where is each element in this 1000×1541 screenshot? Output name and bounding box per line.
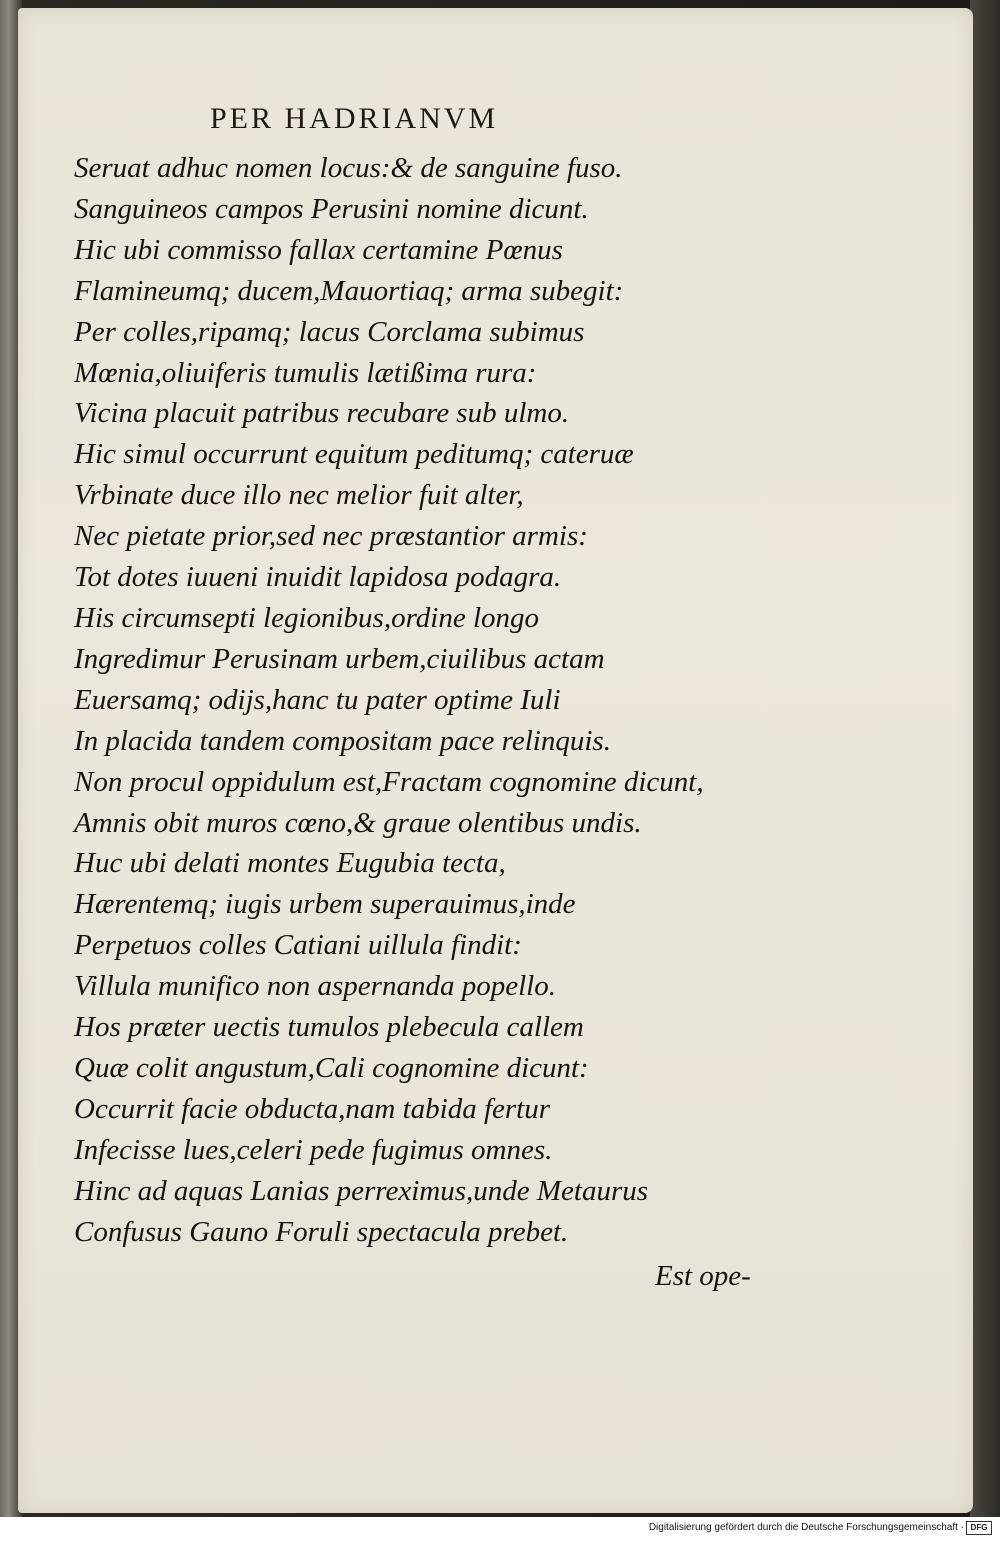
verse-line: Villula munifico non aspernanda popello. (74, 970, 556, 1003)
verse-line: Infecisse lues,celeri pede fugimus omnes. (74, 1133, 553, 1166)
verse-line: Vrbinate duce illo nec melior fuit alter, (74, 479, 524, 512)
verse-line: Confusus Gauno Foruli spectacula prebet. (74, 1215, 569, 1248)
verse-line: Non procul oppidulum est,Fractam cognomine dicunt, (74, 765, 704, 798)
verse-line: Quæ colit angustum,Cali cognomine dicunt: (74, 1051, 589, 1084)
catchword: Est ope- (655, 1260, 751, 1292)
verse-line: Ingredimur Perusinam urbem,ciuilibus actam (74, 642, 605, 675)
verse-line: Seruat adhuc nomen locus:& de sanguine fuso. (74, 152, 623, 184)
verse-line: Hic ubi commisso fallax certamine Pœnus (74, 233, 563, 266)
verse-line: Perpetuos colles Catiani uillula findit: (74, 929, 522, 962)
verse-line: Vicina placuit patribus recubare sub ulmo. (74, 397, 570, 430)
verse-line: Mœnia,oliuiferis tumulis lætißima rura: (74, 356, 537, 389)
verse-line: Sanguineos campos Perusini nomine dicunt. (74, 192, 589, 225)
verse-line: Nec pietate prior,sed nec præstantior armis: (74, 520, 588, 553)
running-head: PER HADRIANVM (210, 102, 499, 135)
verse-line: Hos præter uectis tumulos plebecula callem (74, 1011, 584, 1044)
page-edge-shadow (970, 0, 1000, 1541)
verse-line: Hærentemq; iugis urbem superauimus,inde (74, 888, 576, 921)
digitization-credit: Digitalisierung gefördert durch die Deutsche Forschungsgemeinschaft · (648, 1522, 964, 1533)
verse-line: Tot dotes iuueni inuidit lapidosa podagra. (74, 561, 562, 594)
dfg-logo: DFG (966, 1521, 992, 1535)
verse-line: Hic simul occurrunt equitum peditumq; cateruæ (74, 438, 634, 471)
verse-line: Euersamq; odijs,hanc tu pater optime Iuli (74, 683, 561, 716)
verse-line: Flamineumq; ducem,Mauortiaq; arma subegit: (74, 274, 624, 307)
verse-line: Hinc ad aquas Lanias perreximus,unde Metaurus (74, 1174, 649, 1207)
verse-line: Amnis obit muros cœno,& graue olentibus undis. (74, 806, 642, 839)
verse-line: His circumsepti legionibus,ordine longo (74, 601, 540, 634)
verse-line: Huc ubi delati montes Eugubia tecta, (74, 847, 506, 880)
verse-line: Occurrit facie obducta,nam tabida fertur (74, 1092, 551, 1125)
verse-text (74, 148, 774, 1252)
verse-line: Per colles,ripamq; lacus Corclama subimus (74, 315, 585, 348)
verse-line: In placida tandem compositam pace relinquis. (74, 724, 611, 757)
